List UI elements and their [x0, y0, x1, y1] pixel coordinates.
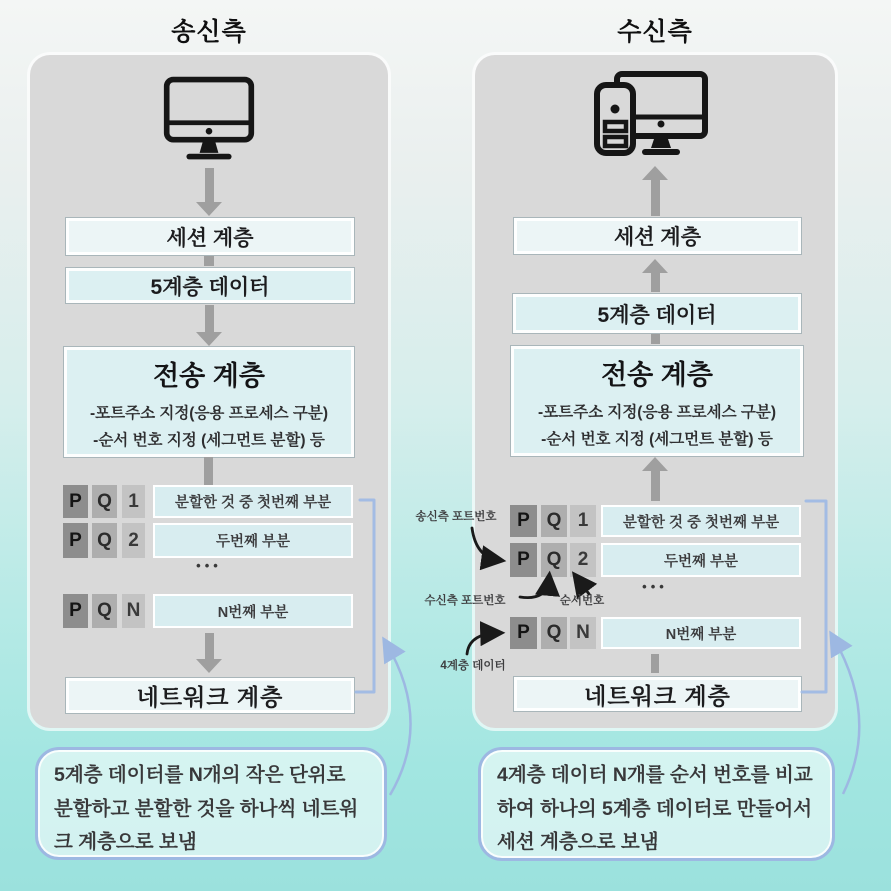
network-layer-box: 네트워크 계층 — [513, 676, 802, 712]
session-layer-box: 세션 계층 — [513, 217, 802, 255]
down-arrow-icon — [196, 168, 222, 216]
sequence-cell: 1 — [570, 505, 596, 537]
port-p-cell: P — [510, 617, 537, 649]
up-arrow-icon — [642, 166, 668, 216]
connector-bar — [651, 654, 659, 673]
ellipsis: ••• — [196, 558, 222, 573]
transport-layer-line2: -순서 번호 지정 (세그먼트 분할) 등 — [541, 431, 773, 448]
session-layer-box: 세션 계층 — [65, 217, 355, 256]
transport-layer-line1: -포트주소 지정(응용 프로세스 구분) — [537, 404, 777, 421]
transport-layer-line2: -순서 번호 지정 (세그먼트 분할) 등 — [93, 432, 325, 449]
port-p-cell: P — [63, 523, 88, 558]
desktop-computer-icon — [593, 70, 710, 160]
port-p-cell: P — [63, 485, 88, 518]
layer5-data-box: 5계층 데이터 — [512, 293, 802, 334]
connector-bar — [204, 457, 213, 488]
transport-layer-title: 전송 계층 — [153, 361, 265, 391]
transport-layer-box — [510, 345, 804, 457]
port-q-cell: Q — [92, 485, 117, 518]
monitor-icon — [162, 73, 256, 165]
layer4-data-label: 4계층 데이터 — [440, 660, 506, 672]
port-q-cell: Q — [92, 523, 117, 558]
sender-callout: 5계층 데이터를 N개의 작은 단위로 분할하고 분할한 것을 하나씩 네트워크 계층으로 보냄 — [35, 747, 387, 860]
segment-label: N번째 부분 — [153, 594, 353, 628]
port-p-cell: P — [510, 543, 537, 577]
sequence-cell: N — [570, 617, 596, 649]
receiver-panel — [475, 55, 835, 728]
sender-panel — [30, 55, 388, 728]
ellipsis: ••• — [642, 579, 668, 594]
receiver-title: 수신측 — [617, 18, 693, 46]
connector-bar — [204, 256, 214, 266]
port-q-cell: Q — [541, 543, 567, 577]
sender-callout-arrow — [386, 643, 411, 795]
segment-label: N번째 부분 — [601, 617, 801, 649]
port-p-cell: P — [510, 505, 537, 537]
port-p-cell: P — [63, 594, 88, 628]
sequence-cell: 1 — [122, 485, 145, 518]
sender-port-label: 송신측 포트번호 — [415, 511, 497, 523]
sequence-cell: 2 — [122, 523, 145, 558]
segment-label: 분할한 것 중 첫번째 부분 — [601, 505, 801, 537]
down-arrow-icon — [196, 633, 222, 673]
down-arrow-icon — [196, 305, 222, 346]
port-q-cell: Q — [541, 505, 567, 537]
connector-bar — [651, 334, 660, 344]
port-q-cell: Q — [541, 617, 567, 649]
sequence-cell: 2 — [570, 543, 596, 577]
receiver-callout: 4계층 데이터 N개를 순서 번호를 비교 하여 하나의 5계층 데이터로 만들어서 세션 계층으로 보냄 — [478, 747, 835, 861]
receiver-callout-arrow — [833, 637, 859, 794]
sequence-number-label: 순서번호 — [559, 595, 605, 607]
network-layer-box: 네트워크 계층 — [65, 677, 355, 714]
up-arrow-icon — [642, 457, 668, 501]
sender-title: 송신측 — [171, 18, 247, 46]
receiver-port-label: 수신측 포트번호 — [424, 595, 506, 607]
segment-label: 두번째 부분 — [601, 543, 801, 577]
segment-label: 두번째 부분 — [153, 523, 353, 558]
transport-layer-title: 전송 계층 — [601, 360, 713, 390]
segment-label: 분할한 것 중 첫번째 부분 — [153, 485, 353, 518]
transport-layer-box — [63, 346, 355, 458]
transport-layer-line1: -포트주소 지정(응용 프로세스 구분) — [89, 405, 329, 422]
port-q-cell: Q — [92, 594, 117, 628]
layer5-data-box: 5계층 데이터 — [65, 267, 355, 304]
sequence-cell: N — [122, 594, 145, 628]
up-arrow-icon — [642, 259, 668, 292]
